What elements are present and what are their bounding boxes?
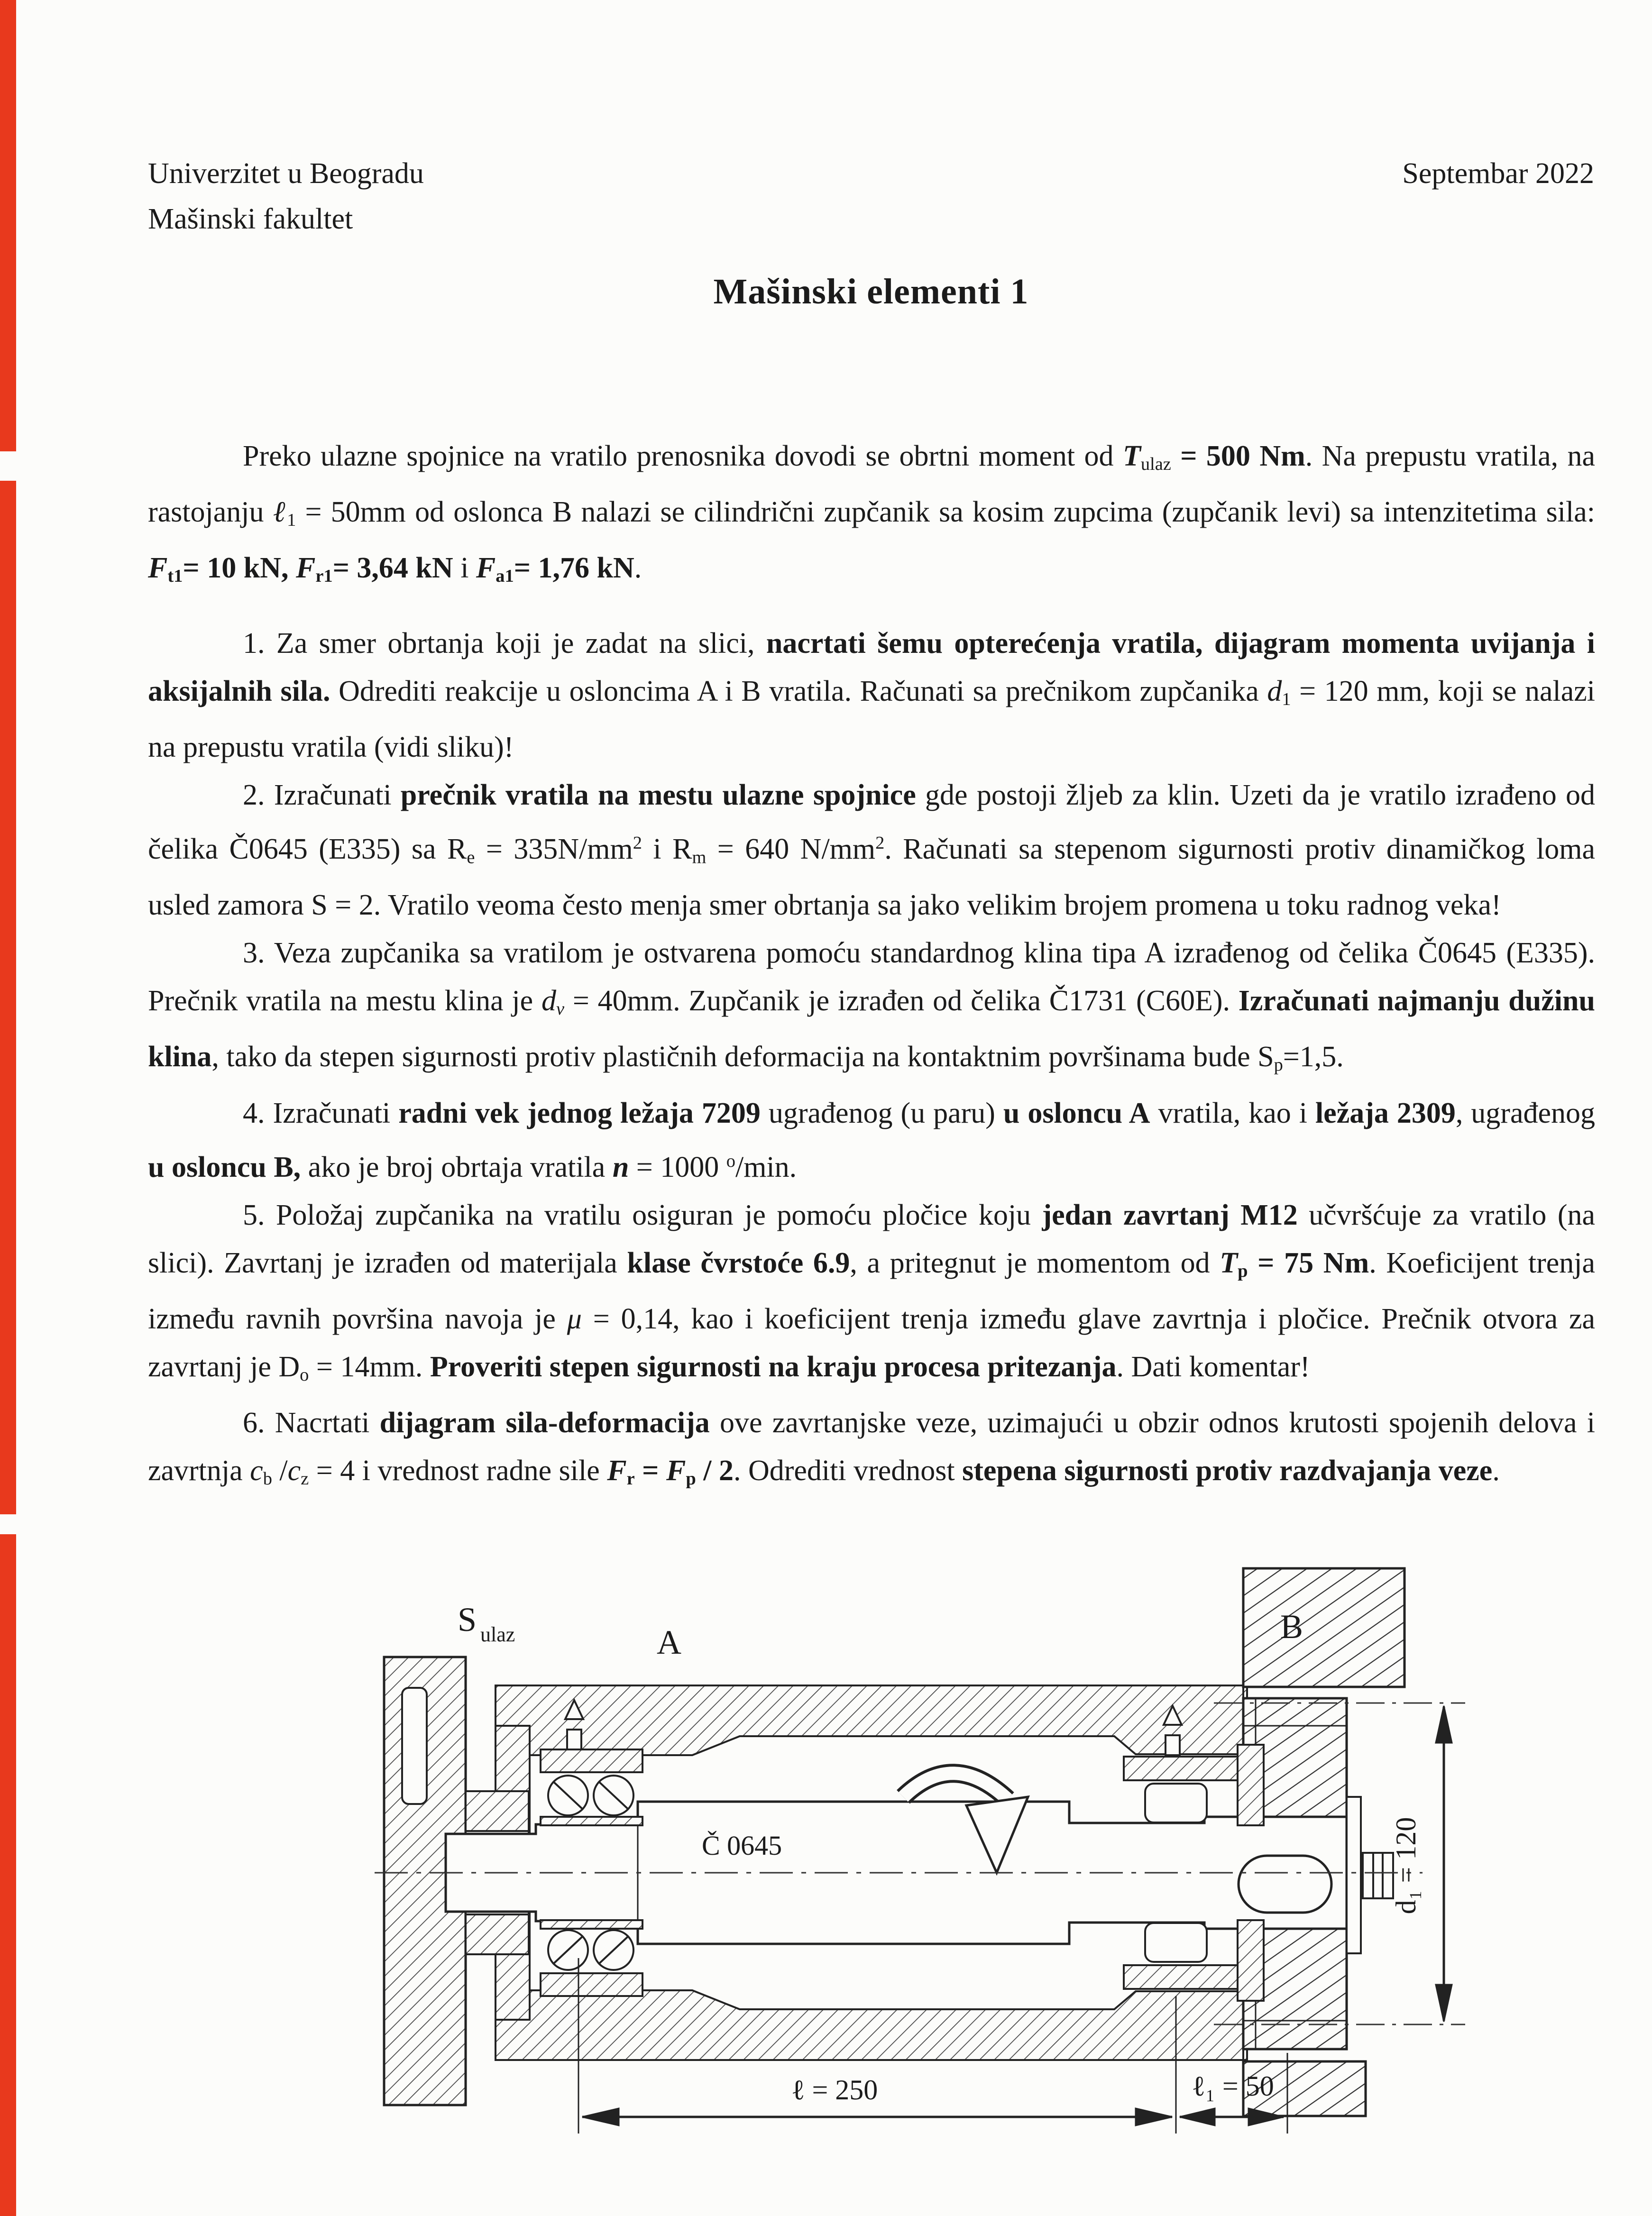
problem-3: 3. Veza zupčanika sa vratilom je ostvarena pomoću standardnog klina tipa A izrađenog od čelika Č0645 (E335). Prečnik vratila na mestu klina je $d_v = 40mm$. Zupčanik je izrađen od čelika Č1731 (C60E). Izračunati najmanju dužinu klina, tako da stepen sigurnosti protiv plastičnih deformacija na kontaktnim površinama bude $S_p=1,5$. (148, 937, 1595, 1075)
exam-text-block (148, 432, 1595, 1503)
coupling-label-subscript: ulaz (480, 1623, 515, 1646)
scan-edge-strip-top (0, 0, 16, 451)
problem-6: 6. Nacrtati dijagram sila-deformacija ove zavrtanjske veze, uzimajući u obzir odnos krutosti spojenih delova i zavrtnja $c_b$ $/c_z = 4$ i vrednost radne sile $F_r = F_p / 2$. Odrediti vrednost stepena sigurnosti protiv razdvajanja veze. (148, 1407, 1596, 1489)
scan-edge-strip-bottom (0, 1534, 16, 2216)
problem-1: 1. Za smer obrtanja koji je zadat na slici, nacrtati šemu opterećenja vratila, dijagram momenta uvijanja i aksijalnih sila. Odrediti reakcije u osloncima A i B vratila. Računati sa prečnikom zupčanika $d_1 = 120$ mm, koji se nalazi na prepustu vratila (vidi sliku)! (148, 627, 1595, 763)
dimension-gear-diameter-label: d₁ = 120 (1390, 1817, 1422, 1914)
page-title: Mašinski elementi 1 (713, 272, 1029, 311)
shaft-assembly-drawing (332, 1555, 1517, 2216)
document-header (148, 151, 1594, 242)
coupling-label: S (458, 1601, 477, 1639)
scan-edge-strip-middle (0, 481, 16, 1514)
problem-5: 5. Položaj zupčanika na vratilu osiguran je pomoću pločice koju jedan zavrtanj M12 učvršćuje za vratilo (na slici). Zavrtanj je izrađen od materijala klase čvrstoće 6.9, a pritegnut je momentom od $T_p = 75$ Nm. Koeficijent trenja između ravnih površina navoja je μ = 0,14, kao i koeficijent trenja između glave zavrtnja i pločice. Prečnik otvora za zavrtanj je $D_o = 14mm$. Proveriti stepen sigurnosti na kraju procesa pritezanja. Dati komentar! (148, 1199, 1596, 1385)
support-a-label: A (657, 1623, 681, 1661)
shaft-material-label: Č 0645 (702, 1830, 782, 1861)
problem-4: 4. Izračunati radni vek jednog ležaja 7209 ugrađenog (u paru) u osloncu A vratila, kao i ležaja 2309, ugrađenog u osloncu B, ako je broj obrtaja vratila n = 1000 $^o$/min. (148, 1097, 1595, 1183)
intro-paragraph: Preko ulazne spojnice na vratilo prenosnika dovodi se obrtni moment od $T_{ulaz} = 500$ Nm. Na prepustu vratila, na rastojanju ℓ$_1$ = 50mm od oslonca B nalazi se cilindrični zupčanik sa kosim zupcima (zupčanik levi) sa intenzitetima sila: $F_{t1}= 10$ kN, $F_{r1}= 3,64$ kN i $F_{a1}= 1,76$ kN. (148, 440, 1596, 586)
faculty-name: Mašinski fakultet (148, 203, 353, 235)
retaining-plate-and-bolt (1347, 1797, 1393, 1953)
keyway (1239, 1856, 1331, 1913)
dimension-overhang-label: ℓ₁ = 50 (1192, 2070, 1274, 2102)
university-name: Univerzitet u Beogradu (148, 157, 424, 190)
gear-diameter-dimension (1436, 1706, 1452, 2022)
problem-2: 2. Izračunati prečnik vratila na mestu ulazne spojnice gde postoji žljeb za klin. Uzeti da je vratilo izrađeno od čelika Č0645 (E335) sa $R_e = 335N/mm^2$ i $R_m = 640$ $N/mm^2$. Računati sa stepenom sigurnosti protiv dinamičkog loma usled zamora S = 2. Vratilo veoma često menja smer obrtanja sa jako velikim brojem promena u toku radnog veka! (148, 778, 1595, 922)
support-b-label: B (1280, 1608, 1303, 1646)
exam-date: Septembar 2022 (1402, 157, 1594, 190)
dimension-span-label: ℓ = 250 (791, 2074, 878, 2106)
